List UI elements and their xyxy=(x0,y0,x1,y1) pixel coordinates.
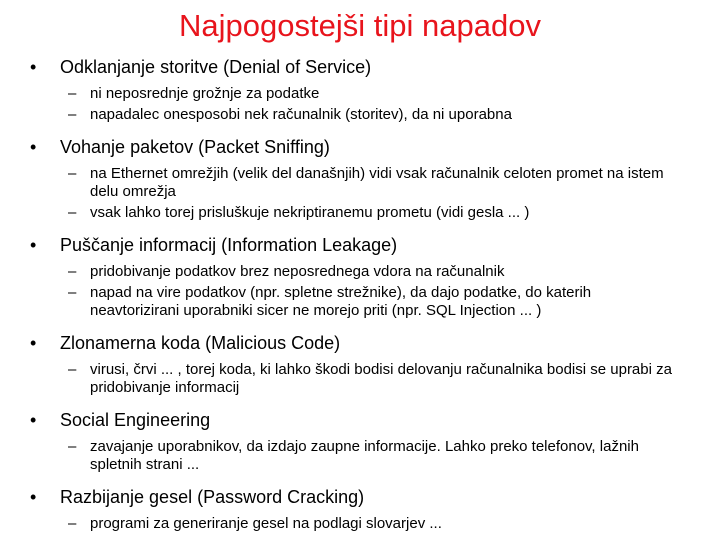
bullet-social-engineering xyxy=(30,409,710,474)
sub-item xyxy=(68,438,710,474)
bullet-icon: • xyxy=(30,57,37,77)
sub-item-text: pridobivanje podatkov brez neposrednega vdora na računalnik xyxy=(90,263,505,280)
bullet-list xyxy=(30,56,710,536)
sub-item-text: programi za generiranje gesel na podlagi slovarjev ... xyxy=(90,515,442,532)
bullet-text: Razbijanje gesel (Password Cracking) xyxy=(60,487,365,507)
slide-title: Najpogostejši tipi napadov xyxy=(179,8,541,43)
sub-list xyxy=(30,515,710,533)
bullet-icon: • xyxy=(30,410,37,430)
dash-icon: – xyxy=(68,438,77,455)
sub-item-text: na Ethernet omrežjih (velik del današnjih) vidi vsak računalnik celoten promet na istem delu omrežja xyxy=(90,165,664,200)
sub-item-text: vsak lahko torej prisluškuje nekriptiranemu prometu (vidi gesla ... ) xyxy=(90,204,530,221)
sub-item xyxy=(68,515,710,533)
bullet-packet-sniffing xyxy=(30,136,710,222)
sub-item xyxy=(68,106,710,124)
bullet-text: Vohanje paketov (Packet Sniffing) xyxy=(60,137,330,157)
sub-item-text: zavajanje uporabnikov, da izdajo zaupne informacije. Lahko preko telefonov, lažnih spletnih strani ... xyxy=(90,438,639,473)
bullet-malicious-code xyxy=(30,332,710,397)
sub-item xyxy=(68,284,710,320)
sub-item-text: napadalec onesposobi nek računalnik (storitev), da ni uporabna xyxy=(90,106,512,123)
sub-list xyxy=(30,438,710,474)
dash-icon: – xyxy=(68,106,77,123)
sub-list xyxy=(30,263,710,320)
sub-item xyxy=(68,204,710,222)
dash-icon: – xyxy=(68,515,77,532)
sub-item xyxy=(68,165,710,201)
bullet-text: Odklanjanje storitve (Denial of Service) xyxy=(60,57,372,77)
bullet-information-leakage xyxy=(30,234,710,320)
bullet-text: Social Engineering xyxy=(60,410,211,430)
sub-item xyxy=(68,361,710,397)
bullet-text: Puščanje informacij (Information Leakage) xyxy=(60,235,398,255)
bullet-denial-of-service xyxy=(30,56,710,124)
dash-icon: – xyxy=(68,361,77,378)
sub-item-text: napad na vire podatkov (npr. spletne strežnike), da dajo podatke, do katerih neavtorizirani uporabniki sicer ne morejo priti (npr. SQL Injection ... ) xyxy=(90,284,592,319)
dash-icon: – xyxy=(68,263,77,280)
bullet-icon: • xyxy=(30,235,37,255)
dash-icon: – xyxy=(68,204,77,221)
dash-icon: – xyxy=(68,85,77,102)
sub-item xyxy=(68,85,710,103)
bullet-icon: • xyxy=(30,333,37,353)
sub-item xyxy=(68,263,710,281)
sub-list xyxy=(30,85,710,124)
sub-list xyxy=(30,361,710,397)
sub-item-text: ni neposrednje grožnje za podatke xyxy=(90,85,320,102)
dash-icon: – xyxy=(68,165,77,182)
bullet-password-cracking xyxy=(30,486,710,533)
sub-item-text: virusi, črvi ... , torej koda, ki lahko škodi bodisi delovanju računalnika bodisi se uprabi za pridobivanje informacij xyxy=(90,361,672,396)
dash-icon: – xyxy=(68,284,77,301)
sub-list xyxy=(30,165,710,222)
bullet-text: Zlonamerna koda (Malicious Code) xyxy=(60,333,341,353)
bullet-icon: • xyxy=(30,487,37,507)
bullet-icon: • xyxy=(30,137,37,157)
